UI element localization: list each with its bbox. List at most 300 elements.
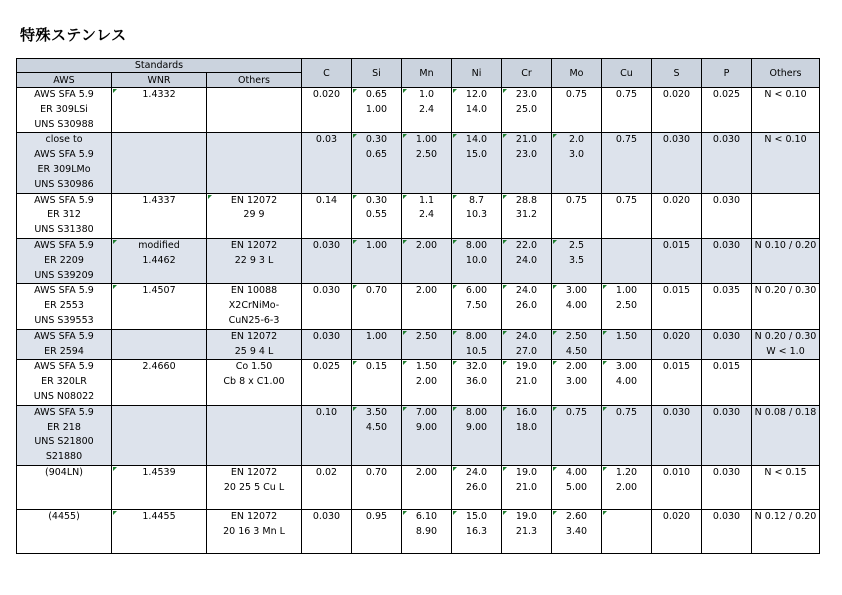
col-header-others-comp: Others: [752, 59, 820, 88]
cell-other: [752, 133, 820, 193]
cell-text: 2.00: [615, 481, 638, 493]
cell-text: 21.0: [515, 134, 538, 146]
col-header-wnr: WNR: [112, 73, 207, 88]
cell-aws: [17, 193, 112, 238]
cell-text: 2.50: [565, 330, 588, 342]
cell-text: 0.030: [712, 466, 741, 478]
cell-aws: [17, 133, 112, 193]
cell-text: ER 2594: [44, 345, 84, 357]
cell-si: [352, 360, 402, 405]
cell-text: 28.8: [515, 194, 538, 206]
cell-wnr: [112, 238, 207, 283]
cell-ni: [452, 360, 502, 405]
cell-text: 21.0: [515, 481, 538, 493]
cell-text: 0.020: [662, 510, 691, 522]
cell-text: 3.40: [565, 525, 588, 537]
table-body: [17, 88, 820, 554]
cell-mo: [552, 88, 602, 133]
cell-others: [207, 88, 302, 133]
cell-text: 0.035: [712, 285, 741, 297]
cell-text: 2.00: [415, 376, 438, 388]
cell-other: [752, 238, 820, 283]
cell-text: 0.65: [365, 89, 388, 100]
table-row: [17, 509, 820, 553]
cell-p: [702, 88, 752, 133]
cell-text: AWS SFA 5.9: [34, 285, 94, 297]
cell-aws: [17, 88, 112, 133]
cell-text: ER 309LMo: [37, 163, 91, 175]
cell-text: (904LN): [45, 466, 83, 478]
cell-text: 2.0: [568, 134, 585, 146]
cell-aws: [17, 238, 112, 283]
cell-text: 0.30: [365, 194, 388, 206]
cell-other: [752, 193, 820, 238]
cell-cr: [502, 465, 552, 509]
cell-ni: [452, 329, 502, 360]
col-header-mn: Mn: [402, 59, 452, 88]
cell-text: 0.65: [365, 149, 388, 161]
table-row: [17, 238, 820, 283]
cell-c: [302, 238, 352, 283]
col-header-others-std: Others: [207, 73, 302, 88]
cell-text: 0.030: [712, 194, 741, 206]
cell-text: 26.0: [465, 481, 488, 493]
cell-p: [702, 360, 752, 405]
cell-text: 0.14: [315, 194, 338, 206]
cell-text: 20 16 3 Mn L: [223, 525, 285, 537]
col-header-s: S: [652, 59, 702, 88]
cell-mo: [552, 329, 602, 360]
cell-text: 2.50: [415, 149, 438, 161]
cell-text: 0.75: [565, 406, 588, 418]
cell-text: 14.0: [465, 103, 488, 115]
cell-text: 1.4507: [142, 285, 176, 297]
cell-text: 1.00: [365, 330, 388, 342]
cell-text: 19.0: [515, 466, 538, 478]
cell-text: 0.030: [312, 285, 341, 297]
cell-mn: [402, 329, 452, 360]
table-row: [17, 133, 820, 193]
cell-text: 1.4462: [142, 254, 176, 266]
cell-si: [352, 405, 402, 465]
table-row: [17, 360, 820, 405]
table-row: [17, 405, 820, 465]
cell-text: 0.10: [315, 406, 338, 418]
cell-text: AWS SFA 5.9: [34, 239, 94, 251]
cell-aws: [17, 405, 112, 465]
cell-text: 24.0: [515, 285, 538, 297]
cell-cr: [502, 329, 552, 360]
cell-wnr: [112, 193, 207, 238]
cell-others: [207, 360, 302, 405]
cell-s: [652, 405, 702, 465]
cell-text: 3.50: [365, 406, 388, 418]
cell-mo: [552, 133, 602, 193]
cell-others: [207, 509, 302, 553]
cell-ni: [452, 405, 502, 465]
cell-text: ER 320LR: [41, 376, 87, 388]
cell-mn: [402, 133, 452, 193]
cell-text: N 0.12 / 0.20: [754, 510, 817, 522]
cell-text: 2.60: [565, 510, 588, 522]
cell-c: [302, 360, 352, 405]
cell-mn: [402, 193, 452, 238]
col-header-ni: Ni: [452, 59, 502, 88]
cell-cr: [502, 360, 552, 405]
cell-text: 2.4: [418, 103, 435, 115]
cell-text: EN 10088: [230, 285, 278, 297]
cell-text: 32.0: [465, 361, 488, 373]
cell-text: 25 9 4 L: [234, 345, 274, 357]
cell-other: [752, 405, 820, 465]
cell-text: N < 0.10: [764, 89, 807, 100]
cell-ni: [452, 133, 502, 193]
cell-text: 19.0: [515, 361, 538, 373]
cell-text: 1.00: [365, 239, 388, 251]
cell-text: 19.0: [515, 510, 538, 522]
cell-cr: [502, 238, 552, 283]
cell-c: [302, 509, 352, 553]
cell-text: 0.70: [365, 285, 388, 297]
cell-text: 31.2: [515, 209, 538, 221]
cell-text: 4.00: [565, 466, 588, 478]
cell-text: 4.00: [615, 376, 638, 388]
cell-text: 0.015: [662, 361, 691, 373]
cell-text: 10.3: [465, 209, 488, 221]
cell-text: (4455): [48, 510, 80, 522]
cell-text: 16.3: [465, 525, 488, 537]
col-header-p: P: [702, 59, 752, 88]
cell-p: [702, 509, 752, 553]
cell-cr: [502, 193, 552, 238]
cell-other: [752, 88, 820, 133]
cell-text: 0.030: [712, 330, 741, 342]
cell-cr: [502, 509, 552, 553]
cell-text: ER 312: [47, 209, 81, 221]
cell-text: 20 25 5 Cu L: [223, 481, 285, 493]
table-row: [17, 88, 820, 133]
cell-text: N < 0.15: [764, 466, 807, 478]
cell-text: 8.00: [465, 239, 488, 251]
cell-text: 0.030: [712, 406, 741, 418]
cell-text: ER 2553: [44, 300, 84, 312]
cell-text: 4.50: [565, 345, 588, 357]
cell-text: 4.50: [365, 421, 388, 433]
cell-text: 3.00: [565, 376, 588, 388]
cell-text: N 0.10 / 0.20: [754, 239, 817, 251]
cell-other: [752, 360, 820, 405]
cell-s: [652, 88, 702, 133]
cell-text: 36.0: [465, 376, 488, 388]
cell-s: [652, 284, 702, 329]
cell-text: 2.5: [568, 239, 585, 251]
cell-text: 3.5: [568, 254, 585, 266]
cell-text: N 0.08 / 0.18: [754, 406, 817, 418]
cell-aws: [17, 509, 112, 553]
cell-c: [302, 284, 352, 329]
cell-others: [207, 193, 302, 238]
cell-cr: [502, 284, 552, 329]
cell-text: 6.10: [415, 510, 438, 522]
table-row: [17, 284, 820, 329]
cell-text: UNS S30988: [34, 118, 94, 130]
cell-other: [752, 329, 820, 360]
cell-text: Co 1.50: [235, 361, 273, 373]
cell-text: 8.00: [465, 330, 488, 342]
cell-text: 1.0: [418, 89, 435, 100]
cell-text: 1.50: [615, 330, 638, 342]
cell-p: [702, 329, 752, 360]
cell-cu: [602, 509, 652, 553]
cell-si: [352, 133, 402, 193]
col-header-cr: Cr: [502, 59, 552, 88]
cell-text: 0.02: [315, 466, 338, 478]
cell-wnr: [112, 88, 207, 133]
cell-text: EN 12072: [230, 466, 278, 478]
cell-mo: [552, 405, 602, 465]
cell-text: 0.025: [312, 361, 341, 373]
cell-mo: [552, 284, 602, 329]
cell-text: 0.030: [312, 239, 341, 251]
cell-text: 2.4: [418, 209, 435, 221]
cell-text: S21880: [45, 451, 83, 463]
cell-p: [702, 284, 752, 329]
cell-text: 2.00: [415, 239, 438, 251]
cell-s: [652, 509, 702, 553]
cell-others: [207, 465, 302, 509]
cell-text: 24.0: [515, 330, 538, 342]
cell-aws: [17, 465, 112, 509]
cell-text: AWS SFA 5.9: [34, 89, 94, 100]
cell-mo: [552, 238, 602, 283]
cell-text: 1.00: [415, 134, 438, 146]
cell-text: UNS S30986: [34, 178, 94, 190]
cell-text: 0.030: [312, 330, 341, 342]
cell-text: AWS SFA 5.9: [34, 194, 94, 206]
cell-text: 0.030: [662, 134, 691, 146]
cell-text: 1.20: [615, 466, 638, 478]
cell-text: 0.020: [662, 330, 691, 342]
cell-text: UNS S31380: [34, 224, 94, 236]
cell-s: [652, 360, 702, 405]
cell-text: EN 12072: [230, 510, 278, 522]
cell-text: modified: [138, 239, 180, 251]
cell-text: CuN25-6-3: [228, 314, 280, 326]
cell-text: 3.00: [565, 285, 588, 297]
cell-aws: [17, 284, 112, 329]
cell-other: [752, 465, 820, 509]
cell-text: 12.0: [465, 89, 488, 100]
cell-mn: [402, 360, 452, 405]
cell-wnr: [112, 133, 207, 193]
cell-ni: [452, 284, 502, 329]
cell-ni: [452, 193, 502, 238]
cell-text: EN 12072: [230, 330, 278, 342]
cell-text: close to: [45, 134, 83, 146]
cell-text: 1.00: [365, 103, 388, 115]
cell-text: 25.0: [515, 103, 538, 115]
table-row: [17, 329, 820, 360]
cell-text: 1.00: [615, 285, 638, 297]
cell-aws: [17, 329, 112, 360]
cell-p: [702, 133, 752, 193]
cell-text: 10.0: [465, 254, 488, 266]
cell-text: 9.00: [415, 421, 438, 433]
cell-si: [352, 88, 402, 133]
cell-ni: [452, 509, 502, 553]
cell-si: [352, 284, 402, 329]
cell-ni: [452, 465, 502, 509]
cell-text: 21.0: [515, 376, 538, 388]
cell-mn: [402, 405, 452, 465]
cell-wnr: [112, 509, 207, 553]
cell-wnr: [112, 465, 207, 509]
cell-wnr: [112, 360, 207, 405]
cell-text: 2.50: [615, 300, 638, 312]
cell-text: 1.50: [415, 361, 438, 373]
cell-si: [352, 193, 402, 238]
cell-text: 2.00: [415, 285, 438, 297]
cell-others: [207, 329, 302, 360]
cell-mn: [402, 284, 452, 329]
cell-mo: [552, 360, 602, 405]
cell-text: N < 0.10: [764, 134, 807, 146]
cell-aws: [17, 360, 112, 405]
cell-text: 29 9: [243, 209, 265, 221]
cell-text: N 0.20 / 0.30: [754, 330, 817, 342]
cell-text: 2.00: [415, 466, 438, 478]
cell-p: [702, 238, 752, 283]
cell-cu: [602, 405, 652, 465]
table-row: [17, 193, 820, 238]
cell-text: 0.015: [662, 239, 691, 251]
cell-cu: [602, 284, 652, 329]
cell-text: 0.015: [712, 361, 741, 373]
cell-text: EN 12072: [230, 194, 278, 206]
cell-text: 8.00: [465, 406, 488, 418]
cell-text: 1.4539: [142, 466, 176, 478]
cell-text: 8.7: [468, 194, 485, 206]
cell-text: 0.30: [365, 134, 388, 146]
cell-mn: [402, 238, 452, 283]
cell-text: 0.03: [315, 134, 338, 146]
cell-text: 15.0: [465, 149, 488, 161]
cell-cu: [602, 238, 652, 283]
cell-text: 23.0: [515, 89, 538, 100]
cell-text: 6.00: [465, 285, 488, 297]
cell-text: 0.030: [712, 239, 741, 251]
cell-wnr: [112, 284, 207, 329]
cell-mn: [402, 465, 452, 509]
cell-text: 0.020: [662, 89, 691, 100]
stainless-spec-table: [16, 58, 820, 554]
cell-cr: [502, 405, 552, 465]
cell-text: 1.1: [418, 194, 435, 206]
cell-text: 0.75: [615, 194, 638, 206]
cell-text: AWS SFA 5.9: [34, 330, 94, 342]
cell-text: 23.0: [515, 149, 538, 161]
cell-si: [352, 509, 402, 553]
cell-other: [752, 284, 820, 329]
cell-text: 26.0: [515, 300, 538, 312]
cell-other: [752, 509, 820, 553]
cell-text: 2.50: [415, 330, 438, 342]
cell-cu: [602, 465, 652, 509]
cell-s: [652, 329, 702, 360]
cell-s: [652, 465, 702, 509]
cell-c: [302, 193, 352, 238]
table-row: [17, 465, 820, 509]
cell-others: [207, 405, 302, 465]
cell-text: 0.015: [662, 285, 691, 297]
col-header-mo: Mo: [552, 59, 602, 88]
cell-ni: [452, 238, 502, 283]
cell-c: [302, 465, 352, 509]
cell-text: 15.0: [465, 510, 488, 522]
cell-text: 0.75: [615, 134, 638, 146]
cell-cu: [602, 88, 652, 133]
cell-p: [702, 405, 752, 465]
cell-text: 3.00: [615, 361, 638, 373]
cell-text: 7.00: [415, 406, 438, 418]
cell-text: 24.0: [515, 254, 538, 266]
cell-c: [302, 88, 352, 133]
cell-s: [652, 193, 702, 238]
cell-text: 24.0: [465, 466, 488, 478]
cell-s: [652, 133, 702, 193]
cell-c: [302, 329, 352, 360]
cell-text: 18.0: [515, 421, 538, 433]
cell-text: Cb 8 x C1.00: [223, 376, 285, 388]
cell-c: [302, 133, 352, 193]
cell-wnr: [112, 405, 207, 465]
cell-text: 0.030: [312, 510, 341, 522]
cell-text: 4.00: [565, 300, 588, 312]
cell-text: UNS S21800: [34, 436, 94, 448]
cell-text: 1.4455: [142, 510, 176, 522]
cell-text: EN 12072: [230, 239, 278, 251]
cell-cr: [502, 133, 552, 193]
cell-text: 0.025: [712, 89, 741, 100]
cell-text: 21.3: [515, 525, 538, 537]
cell-text: N 0.20 / 0.30: [754, 285, 817, 297]
cell-others: [207, 284, 302, 329]
col-header-si: Si: [352, 59, 402, 88]
cell-text: 10.5: [465, 345, 488, 357]
cell-mo: [552, 465, 602, 509]
cell-text: 3.0: [568, 149, 585, 161]
cell-others: [207, 133, 302, 193]
cell-cu: [602, 360, 652, 405]
cell-s: [652, 238, 702, 283]
cell-text: 0.70: [365, 466, 388, 478]
cell-text: ER 218: [47, 421, 81, 433]
cell-mo: [552, 509, 602, 553]
cell-mn: [402, 88, 452, 133]
cell-text: ER 309LSi: [40, 103, 88, 115]
cell-text: 0.010: [662, 466, 691, 478]
cell-text: 22 9 3 L: [234, 254, 274, 266]
cell-text: X2CrNiMo-: [228, 300, 280, 312]
cell-text: 2.4660: [142, 361, 176, 373]
cell-mn: [402, 509, 452, 553]
cell-si: [352, 329, 402, 360]
col-header-aws: AWS: [17, 73, 112, 88]
cell-p: [702, 465, 752, 509]
cell-c: [302, 405, 352, 465]
cell-text: UNS S39553: [34, 314, 94, 326]
cell-text: 1.4337: [142, 194, 176, 206]
